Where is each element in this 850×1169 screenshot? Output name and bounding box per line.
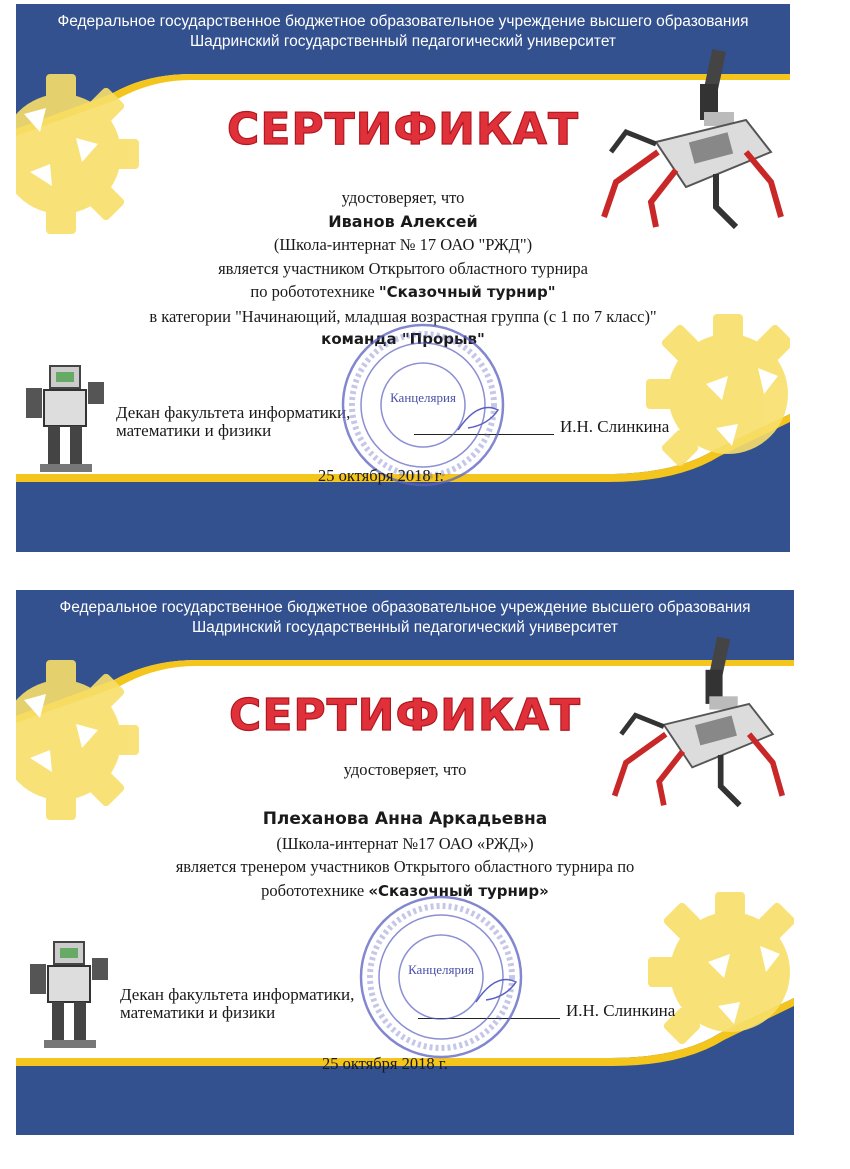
- signer-title: [120, 986, 354, 1022]
- signer-name: И.Н. Слинкина: [560, 417, 670, 436]
- robot-scorpion-image: [602, 630, 792, 810]
- tournament-name: «Сказочный турнир»: [368, 881, 549, 900]
- participation-line-2: [16, 280, 790, 305]
- official-stamp: [356, 892, 526, 1062]
- header-line-2: Шадринский государственный педагогический университет: [191, 619, 619, 636]
- robot-humanoid-image: [20, 364, 110, 474]
- signer-name: И.Н. Слинкина: [566, 1001, 676, 1020]
- participation-line-1: является тренером участников Открытого областного турнира по: [175, 857, 635, 876]
- header-line-2: Шадринский государственный педагогический университет: [189, 33, 617, 50]
- signer-title-line-2: математики и физики: [116, 421, 272, 440]
- issue-date: 25 октября 2018 г.: [318, 466, 444, 485]
- line-2-prefix: по робототехнике: [250, 282, 379, 301]
- stamp-text: Канцелярия: [408, 962, 474, 977]
- certificate-body: [16, 758, 794, 782]
- recipient-school: (Школа-интернат №17 ОАО «РЖД»): [276, 833, 534, 853]
- issue-date: 25 октября 2018 г.: [322, 1054, 448, 1073]
- signer-title-line-2: математики и физики: [120, 1003, 276, 1022]
- robot-humanoid-image: [24, 940, 114, 1050]
- team-name: команда "Прорыв": [321, 330, 485, 348]
- signer-title-line-1: Декан факультета информатики,: [116, 403, 351, 422]
- line-2-prefix: робототехнике: [261, 880, 369, 900]
- stamp-text: Канцелярия: [390, 390, 456, 405]
- certificate-body-main: [16, 808, 794, 903]
- title-text: СЕРТИФИКАТ: [227, 104, 579, 155]
- signer-title-line-1: Декан факультета информатики,: [120, 985, 355, 1004]
- title-text: СЕРТИФИКАТ: [229, 690, 581, 741]
- certifies-text: удостоверяет, что: [341, 188, 465, 207]
- recipient-name: Иванов Алексей: [328, 211, 478, 231]
- tournament-name: "Сказочный турнир": [378, 283, 556, 301]
- official-stamp: [338, 320, 508, 490]
- header-line-1: Федеральное государственное бюджетное образовательное учреждение высшего образования: [59, 599, 751, 616]
- signer-title: [116, 404, 350, 440]
- recipient-school: (Школа-интернат № 17 ОАО "РЖД"): [273, 235, 533, 254]
- category-line: в категории "Начинающий, младшая возрастная группа (с 1 по 7 класс)": [149, 306, 657, 326]
- certificate-2: [16, 590, 794, 1135]
- recipient-name: Плеханова Анна Аркадьевна: [262, 809, 548, 829]
- certifies-text: удостоверяет, что: [343, 760, 467, 779]
- certificate-1: [16, 4, 790, 552]
- header-line-1: Федеральное государственное бюджетное образовательное учреждение высшего образования: [57, 13, 749, 30]
- participation-line-1: является участником Открытого областного турнира: [218, 258, 588, 278]
